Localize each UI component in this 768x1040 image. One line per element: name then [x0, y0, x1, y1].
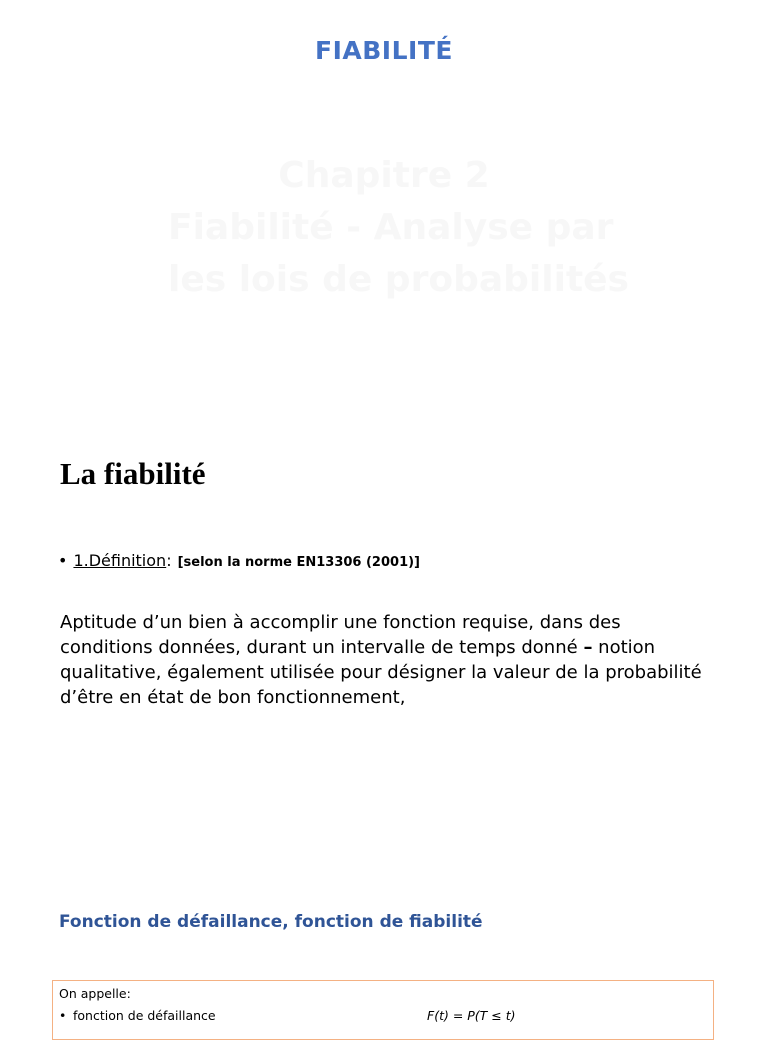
- em-dash: –: [583, 637, 593, 658]
- definition-reference: [selon la norme EN13306 (2001)]: [177, 555, 421, 570]
- list-item: [59, 1008, 707, 1023]
- faded-title-line: Chapitre 2: [278, 155, 490, 196]
- bullet-icon: •: [58, 551, 68, 570]
- faded-title-line: Fiabilité - Analyse par: [168, 207, 614, 248]
- definition-line: [58, 551, 420, 570]
- paragraph-line: d’être en état de bon fonctionnement,: [60, 687, 406, 708]
- paragraph-text: conditions données, durant un intervalle de temps donné: [60, 637, 578, 658]
- faded-title-line: les lois de probabilités: [168, 259, 629, 300]
- section-heading: La fiabilité: [60, 456, 206, 491]
- definition-label: 1.Définition: [73, 551, 167, 570]
- faded-slide-title: [168, 150, 629, 310]
- definition-colon: :: [166, 551, 172, 570]
- paragraph-text: notion: [598, 637, 656, 658]
- paragraph-line: qualitative, également utilisée pour désigner la valeur de la probabilité: [60, 662, 702, 683]
- definition-box: [52, 980, 714, 1040]
- box-intro: On appelle:: [59, 986, 131, 1001]
- paragraph-line: Aptitude d’un bien à accomplir une fonction requise, dans des: [60, 612, 621, 633]
- subsection-heading: Fonction de défaillance, fonction de fiabilité: [59, 912, 483, 932]
- term-label: fonction de défaillance: [73, 1008, 216, 1023]
- document-title: FIABILITÉ: [315, 36, 453, 65]
- bullet-icon: •: [59, 1008, 67, 1023]
- paragraph-line: [60, 635, 720, 660]
- formula: F(t) = P(T ≤ t): [427, 1008, 516, 1023]
- definition-paragraph: [60, 610, 720, 710]
